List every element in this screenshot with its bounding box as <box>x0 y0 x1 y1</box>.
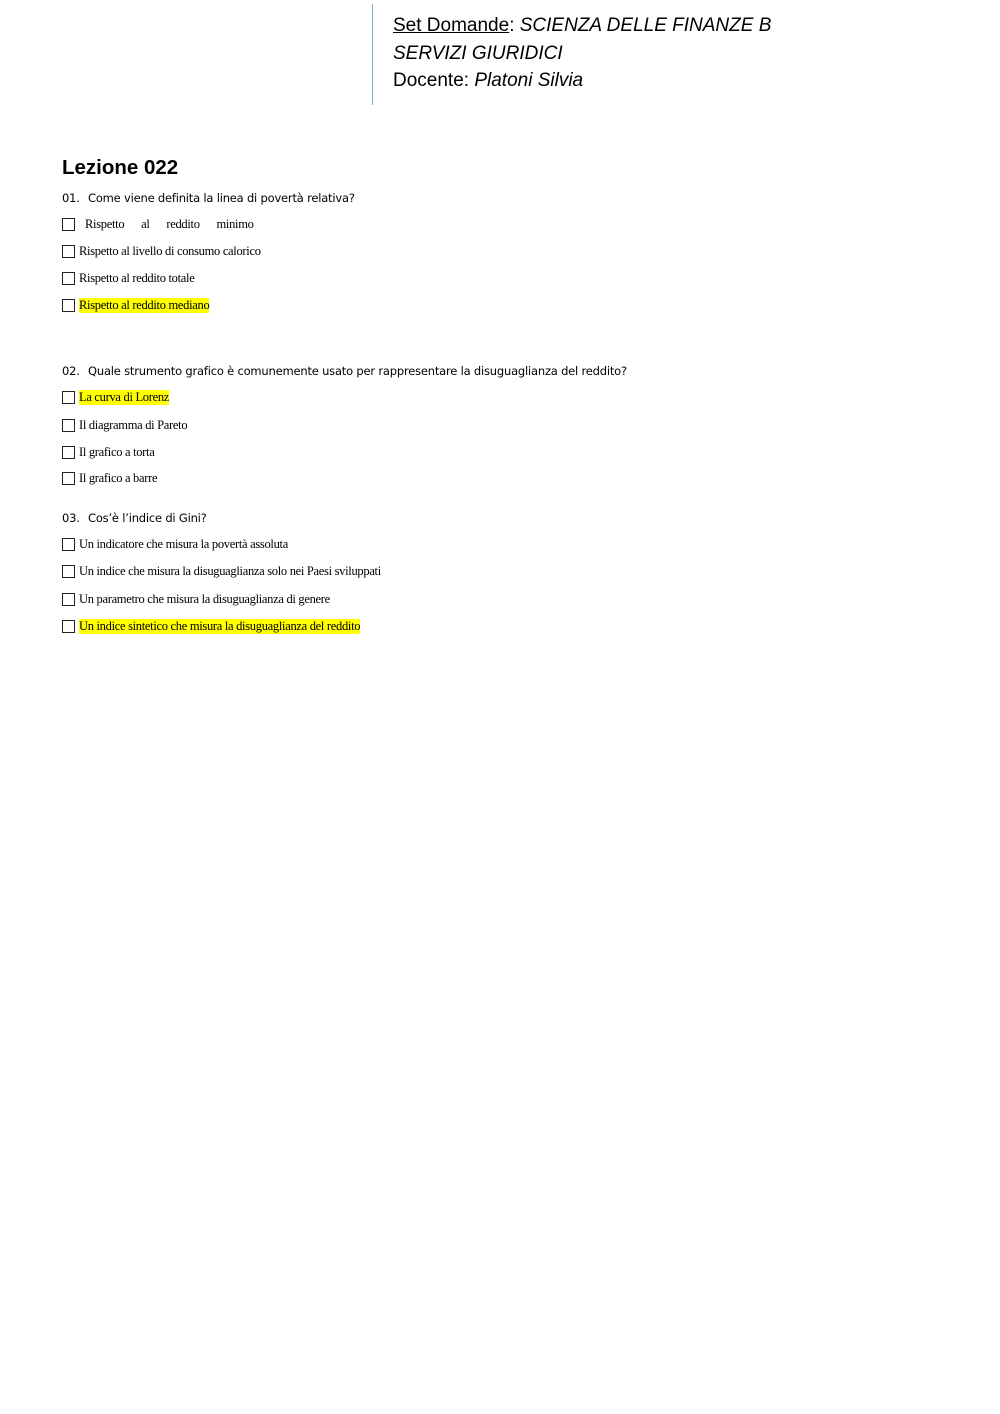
set-label: Set Domande <box>393 15 510 36</box>
option-text-highlighted: La curva di Lorenz <box>79 390 170 404</box>
option-02-c[interactable] <box>62 444 154 461</box>
option-03-b[interactable] <box>62 563 381 580</box>
teacher-label: Docente: <box>393 70 475 91</box>
course-title-line2: SERVIZI GIURIDICI <box>393 42 563 64</box>
course-title-line1: SCIENZA DELLE FINANZE B <box>519 15 772 36</box>
option-02-a[interactable] <box>62 389 169 406</box>
checkbox[interactable] <box>62 472 75 485</box>
document-header <box>393 12 771 95</box>
checkbox[interactable] <box>62 538 75 551</box>
option-text: Un parametro che misura la disuguaglianza di genere <box>79 592 330 606</box>
question-number: 01. <box>62 191 80 205</box>
option-text: Il diagramma di Pareto <box>79 418 188 432</box>
option-text: Rispetto al livello di consumo calorico <box>79 244 261 258</box>
option-01-d[interactable] <box>62 297 209 314</box>
checkbox[interactable] <box>62 446 75 459</box>
question-text: Come viene definita la linea di povertà relativa? <box>88 191 355 205</box>
option-01-b[interactable] <box>62 243 261 260</box>
question-text: Cos’è l’indice di Gini? <box>88 511 207 525</box>
checkbox[interactable] <box>62 419 75 432</box>
option-text: Un indice che misura la disuguaglianza solo nei Paesi sviluppati <box>79 564 381 578</box>
teacher-name: Platoni Silvia <box>474 70 584 91</box>
option-text-highlighted: Rispetto al reddito mediano <box>79 298 210 312</box>
option-02-b[interactable] <box>62 417 187 434</box>
checkbox[interactable] <box>62 245 75 258</box>
question-number: 02. <box>62 364 80 378</box>
question-text: Quale strumento grafico è comunemente usato per rappresentare la disuguaglianza del reddito? <box>88 364 627 378</box>
option-01-c[interactable] <box>62 270 194 287</box>
set-separator: : <box>509 15 520 36</box>
header-line-1 <box>393 12 771 40</box>
option-text: Il grafico a torta <box>79 445 155 459</box>
option-text: Rispetto al reddito totale <box>79 271 195 285</box>
option-02-d[interactable] <box>62 470 157 487</box>
header-line-3 <box>393 67 771 95</box>
option-03-a[interactable] <box>62 536 288 553</box>
header-divider <box>372 4 373 105</box>
question-02 <box>62 364 627 378</box>
option-text-highlighted: Un indice sintetico che misura la disuguaglianza del reddito <box>79 619 361 633</box>
checkbox[interactable] <box>62 620 75 633</box>
checkbox[interactable] <box>62 565 75 578</box>
option-01-a[interactable] <box>62 216 254 233</box>
option-text: Il grafico a barre <box>79 471 158 485</box>
checkbox[interactable] <box>62 218 75 231</box>
checkbox[interactable] <box>62 593 75 606</box>
checkbox[interactable] <box>62 299 75 312</box>
question-01 <box>62 191 355 205</box>
question-03 <box>62 511 207 525</box>
question-number: 03. <box>62 511 80 525</box>
option-03-c[interactable] <box>62 591 330 608</box>
lesson-title: Lezione 022 <box>62 156 179 179</box>
option-03-d[interactable] <box>62 618 360 635</box>
option-text: Un indicatore che misura la povertà assoluta <box>79 537 288 551</box>
checkbox[interactable] <box>62 391 75 404</box>
option-text: Rispetto al reddito minimo <box>85 217 254 231</box>
checkbox[interactable] <box>62 272 75 285</box>
